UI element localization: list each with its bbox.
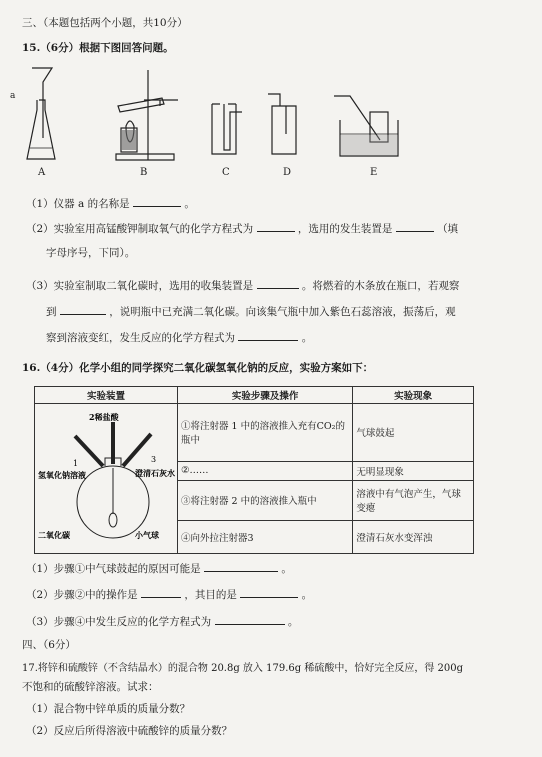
q15-part1-end: 。 xyxy=(184,198,195,210)
q15-part3-text-b: 。将燃着的木条放在瓶口，若观察 xyxy=(301,280,460,292)
q15-part2-text-c: （填 xyxy=(437,223,459,235)
label-limewater: 澄清石灰水 xyxy=(135,468,175,478)
q15-part2-text-b: ，选用的发生装置是 xyxy=(297,223,393,235)
apparatus-label-d: D xyxy=(283,167,292,178)
table-header: 实验步骤及操作 xyxy=(178,387,353,404)
label-co2: 二氧化碳 xyxy=(38,530,70,540)
table-cell-phenomenon: 溶液中有气泡产生，气球变瘪 xyxy=(353,480,474,520)
q15-part3-text-e: 察到溶液变红，发生反应的化学方程式为 xyxy=(46,332,235,344)
answer-blank[interactable] xyxy=(257,221,295,232)
answer-blank[interactable] xyxy=(396,221,434,232)
answer-blank[interactable] xyxy=(141,587,181,598)
q15-part3-text-d: ，说明瓶中已充满二氧化碳。向该集气瓶中加入紫色石蕊溶液，振荡后，观 xyxy=(109,306,456,318)
q16-part3-text: （3）步骤④中发生反应的化学方程式为 xyxy=(26,616,212,628)
q15-part3-line3 xyxy=(46,330,312,345)
apparatus-c-figure xyxy=(206,64,246,166)
q16-part2 xyxy=(26,587,312,602)
q15-part2-cont: 字母序号，下同）。 xyxy=(46,247,136,259)
table-cell-step: ②…… xyxy=(178,461,353,480)
answer-blank[interactable] xyxy=(215,614,285,625)
q16-part2-text-a: （2）步骤②中的操作是 xyxy=(26,589,138,601)
q16-part3 xyxy=(26,614,298,629)
table-cell-step: ①将注射器 1 中的溶液推入充有CO₂的瓶中 xyxy=(178,404,353,462)
marker-a: a xyxy=(10,91,16,101)
q15-part3-text-a: （3）实验室制取二氧化碳时，选用的收集装置是 xyxy=(26,280,254,292)
label-syringe3: 3 xyxy=(151,455,157,464)
table-cell-step: ③将注射器 2 中的溶液推入瓶中 xyxy=(178,480,353,520)
table-cell-phenomenon: 无明显现象 xyxy=(353,461,474,480)
apparatus-label-a: A xyxy=(38,167,46,178)
answer-blank[interactable] xyxy=(60,304,106,315)
q15-part3-text-f: 。 xyxy=(301,332,313,344)
table-cell-phenomenon: 气球鼓起 xyxy=(353,404,474,462)
q15-part2 xyxy=(26,221,458,236)
question-17-part2: （2）反应后所得溶液中硫酸锌的质量分数？ xyxy=(26,725,233,737)
q16-part1 xyxy=(26,561,292,576)
question-17-part1: （1）混合物中锌单质的质量分数？ xyxy=(26,703,191,715)
table-header: 实验装置 xyxy=(35,387,178,404)
q15-part3-line2 xyxy=(46,304,456,319)
answer-blank[interactable] xyxy=(133,196,181,207)
label-naoh: 氢氧化钠溶液 xyxy=(38,470,86,480)
table-cell-phenomenon: 澄清石灰水变浑浊 xyxy=(353,520,474,553)
table-header: 实验现象 xyxy=(353,387,474,404)
q16-part1-end: 。 xyxy=(281,563,292,575)
apparatus-a-figure xyxy=(22,64,62,166)
q16-part3-end: 。 xyxy=(287,616,299,628)
answer-blank[interactable] xyxy=(204,561,278,572)
answer-blank[interactable] xyxy=(238,330,298,341)
experiment-apparatus-figure xyxy=(35,404,177,550)
label-syringe1: 1 xyxy=(73,459,79,468)
q15-part1-text: （1）仪器 a 的名称是 xyxy=(26,198,130,210)
section-heading: 四、（6分） xyxy=(22,639,76,651)
table-cell-step: ④向外拉注射器3 xyxy=(178,520,353,553)
question-17-line2: 不饱和的硫酸锌溶液。试求： xyxy=(22,681,159,693)
question-17-line1: 17.将锌和硫酸锌（不含结晶水）的混合物 20.8g 放入 179.6g 稀硫酸中，恰好完全反应，得 200g xyxy=(22,663,463,674)
q16-part1-text: （1）步骤①中气球鼓起的原因可能是 xyxy=(26,563,201,575)
q15-part3-text-c: 到 xyxy=(46,306,57,318)
apparatus-label-e: E xyxy=(370,167,378,178)
answer-blank[interactable] xyxy=(240,587,298,598)
q15-part2-text-a: （2）实验室用高锰酸钾制取氧气的化学方程式为 xyxy=(26,223,254,235)
label-acid: 2稀盐酸 xyxy=(89,412,119,422)
q15-part3 xyxy=(26,278,459,293)
question-16-heading: 16.（4分）化学小组的同学探究二氧化碳氢氧化钠的反应，实验方案如下： xyxy=(22,362,374,374)
apparatus-label-c: C xyxy=(222,167,230,178)
q16-part2-text-b: ，其目的是 xyxy=(184,589,237,601)
q16-part2-end: 。 xyxy=(301,589,313,601)
apparatus-label-b: B xyxy=(140,167,148,178)
apparatus-b-figure xyxy=(104,64,182,166)
answer-blank[interactable] xyxy=(257,278,299,289)
experiment-table xyxy=(34,386,474,554)
q15-part1 xyxy=(26,196,195,211)
question-15-heading: 15.（6分）根据下图回答问题。 xyxy=(22,42,174,54)
experiment-apparatus-cell xyxy=(35,404,178,554)
apparatus-d-figure xyxy=(264,64,304,166)
apparatus-e-figure xyxy=(330,64,410,166)
section-heading: 三、（本题包括两个小题，共10分） xyxy=(22,17,188,29)
label-balloon: 小气球 xyxy=(135,530,159,540)
